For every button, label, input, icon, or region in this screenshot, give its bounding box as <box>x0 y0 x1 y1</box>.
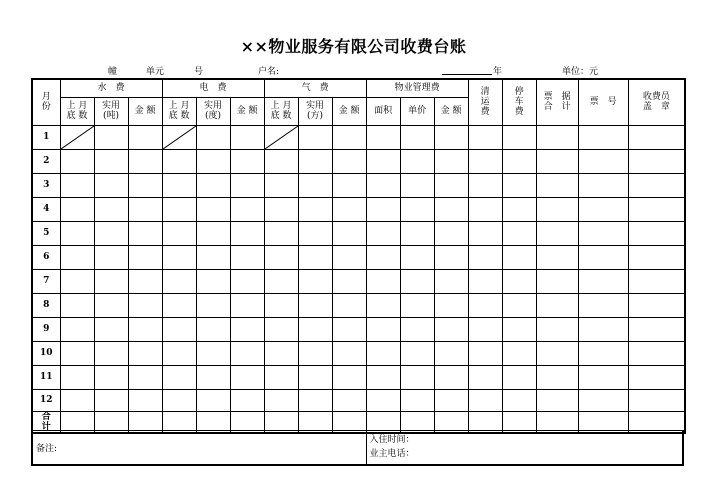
month-number: 10 <box>32 341 60 365</box>
month-number: 11 <box>32 365 60 389</box>
table-cell[interactable] <box>468 293 502 317</box>
table-cell[interactable] <box>128 389 162 411</box>
table-cell[interactable] <box>94 389 128 411</box>
table-cell[interactable] <box>434 125 468 149</box>
electric-amount-header: 金 额 <box>230 97 264 125</box>
table-cell[interactable] <box>468 173 502 197</box>
table-cell[interactable] <box>366 245 400 269</box>
receipt-number-header: 票 号 <box>578 79 628 125</box>
table-cell[interactable] <box>536 389 578 411</box>
table-cell[interactable] <box>434 173 468 197</box>
table-cell[interactable] <box>196 365 230 389</box>
table-cell[interactable] <box>332 365 366 389</box>
month-number: 7 <box>32 269 60 293</box>
table-cell[interactable] <box>196 197 230 221</box>
table-cell[interactable] <box>578 389 628 411</box>
table-cell[interactable] <box>628 221 685 245</box>
table-cell[interactable] <box>60 365 94 389</box>
month-number: 5 <box>32 221 60 245</box>
table-cell[interactable] <box>230 149 264 173</box>
table-cell[interactable] <box>264 317 298 341</box>
table-cell[interactable] <box>264 269 298 293</box>
table-cell[interactable] <box>434 365 468 389</box>
table-cell[interactable] <box>162 341 196 365</box>
table-cell[interactable] <box>502 221 536 245</box>
table-cell[interactable] <box>196 173 230 197</box>
table-cell[interactable] <box>434 317 468 341</box>
table-cell[interactable] <box>400 245 434 269</box>
table-cell[interactable] <box>298 221 332 245</box>
table-cell[interactable] <box>94 341 128 365</box>
table-cell[interactable] <box>196 293 230 317</box>
table-cell[interactable] <box>162 197 196 221</box>
table-cell[interactable] <box>468 245 502 269</box>
table-cell[interactable] <box>468 221 502 245</box>
table-cell[interactable] <box>60 245 94 269</box>
table-cell[interactable] <box>264 149 298 173</box>
table-cell[interactable] <box>60 221 94 245</box>
table-cell[interactable] <box>434 149 468 173</box>
table-row <box>32 197 685 221</box>
table-cell[interactable] <box>468 365 502 389</box>
table-cell[interactable] <box>162 317 196 341</box>
collector-stamp-header: 收费员 盖 章 <box>628 79 685 125</box>
month-number: 8 <box>32 293 60 317</box>
table-cell[interactable] <box>94 221 128 245</box>
month-header: 月 份 <box>32 79 60 125</box>
parking-fee-header: 停 车 费 <box>502 79 536 125</box>
table-cell[interactable] <box>628 245 685 269</box>
table-cell[interactable] <box>434 269 468 293</box>
table-cell[interactable] <box>366 269 400 293</box>
month-number: 4 <box>32 197 60 221</box>
year-label: 年 <box>493 67 503 77</box>
table-cell[interactable] <box>578 245 628 269</box>
table-cell[interactable] <box>468 197 502 221</box>
diagonal-slash-cell[interactable] <box>264 125 298 149</box>
total-row-label: 合 计 <box>32 411 60 433</box>
table-cell[interactable] <box>162 365 196 389</box>
table-cell[interactable] <box>628 197 685 221</box>
table-cell[interactable] <box>162 245 196 269</box>
table-row <box>32 293 685 317</box>
table-cell[interactable] <box>196 149 230 173</box>
table-cell[interactable] <box>230 245 264 269</box>
table-cell[interactable] <box>264 173 298 197</box>
table-cell[interactable] <box>366 317 400 341</box>
footer-table <box>31 430 684 466</box>
table-cell[interactable] <box>400 365 434 389</box>
table-cell[interactable] <box>332 221 366 245</box>
table-cell[interactable] <box>434 245 468 269</box>
table-cell[interactable] <box>332 389 366 411</box>
gas-used-header: 实用 (方) <box>298 97 332 125</box>
month-number: 6 <box>32 245 60 269</box>
table-cell[interactable] <box>162 269 196 293</box>
month-number: 9 <box>32 317 60 341</box>
table-cell[interactable] <box>578 269 628 293</box>
unit-label: 单元 <box>146 67 165 77</box>
table-cell[interactable] <box>400 197 434 221</box>
table-cell[interactable] <box>578 341 628 365</box>
table-cell[interactable] <box>94 317 128 341</box>
table-cell[interactable] <box>162 389 196 411</box>
table-cell[interactable] <box>434 197 468 221</box>
table-cell[interactable] <box>230 341 264 365</box>
table-cell[interactable] <box>196 341 230 365</box>
table-row <box>32 245 685 269</box>
table-cell[interactable] <box>332 269 366 293</box>
table-cell[interactable] <box>434 221 468 245</box>
table-cell[interactable] <box>128 125 162 149</box>
table-cell[interactable] <box>128 245 162 269</box>
table-cell[interactable] <box>230 197 264 221</box>
table-cell[interactable] <box>578 293 628 317</box>
electric-used-header: 实用 (度) <box>196 97 230 125</box>
table-cell[interactable] <box>196 269 230 293</box>
table-cell[interactable] <box>264 221 298 245</box>
remark-field[interactable]: 备注: <box>32 431 366 466</box>
table-cell[interactable] <box>468 125 502 149</box>
table-cell[interactable] <box>230 125 264 149</box>
gas-prev-reading-header: 上 月 底 数 <box>264 97 298 125</box>
table-cell[interactable] <box>578 197 628 221</box>
table-cell[interactable] <box>230 365 264 389</box>
table-cell[interactable] <box>502 341 536 365</box>
table-cell[interactable] <box>400 125 434 149</box>
water-prev-reading-header: 上 月 底 数 <box>60 97 94 125</box>
owner-name-label: 户名: <box>258 67 280 77</box>
table-cell[interactable] <box>332 149 366 173</box>
table-cell[interactable] <box>94 269 128 293</box>
table-cell[interactable] <box>628 269 685 293</box>
table-cell[interactable] <box>128 293 162 317</box>
table-cell[interactable] <box>332 125 366 149</box>
table-cell[interactable] <box>536 245 578 269</box>
table-cell[interactable] <box>264 341 298 365</box>
table-cell[interactable] <box>196 245 230 269</box>
table-cell[interactable] <box>366 365 400 389</box>
table-cell[interactable] <box>60 173 94 197</box>
page-title: ××物业服务有限公司收费台账 <box>240 37 467 56</box>
year-underline <box>442 74 492 75</box>
diagonal-slash-icon <box>163 126 196 149</box>
table-cell[interactable] <box>502 365 536 389</box>
table-cell[interactable] <box>298 173 332 197</box>
unit-price-header: 单价 <box>400 97 434 125</box>
table-cell[interactable] <box>502 389 536 411</box>
table-cell[interactable] <box>366 221 400 245</box>
table-cell[interactable] <box>578 365 628 389</box>
table-cell[interactable] <box>578 125 628 149</box>
table-cell[interactable] <box>264 245 298 269</box>
table-row <box>32 149 685 173</box>
table-cell[interactable] <box>128 221 162 245</box>
table-cell[interactable] <box>400 173 434 197</box>
table-cell[interactable] <box>536 173 578 197</box>
gas-amount-header: 金 额 <box>332 97 366 125</box>
move-in-phone-field[interactable] <box>366 431 683 466</box>
table-cell[interactable] <box>298 245 332 269</box>
table-cell[interactable] <box>162 293 196 317</box>
table-cell[interactable] <box>94 293 128 317</box>
table-cell[interactable] <box>332 341 366 365</box>
table-cell[interactable] <box>298 317 332 341</box>
table-cell[interactable] <box>536 197 578 221</box>
table-cell[interactable] <box>536 317 578 341</box>
move-in-time-label: 入住时间： <box>369 435 415 445</box>
table-cell[interactable] <box>162 149 196 173</box>
month-number: 1 <box>32 125 60 149</box>
currency-unit-label: 单位：元 <box>562 67 599 77</box>
table-row <box>32 317 685 341</box>
table-cell[interactable] <box>366 341 400 365</box>
owner-phone-label: 业主电话： <box>369 448 415 459</box>
water-amount-header: 金 额 <box>128 97 162 125</box>
table-cell[interactable] <box>468 269 502 293</box>
table-cell[interactable] <box>332 293 366 317</box>
month-number: 2 <box>32 149 60 173</box>
table-cell[interactable] <box>578 317 628 341</box>
table-cell[interactable] <box>502 293 536 317</box>
table-row <box>32 365 685 389</box>
table-cell[interactable] <box>60 197 94 221</box>
table-cell[interactable] <box>366 125 400 149</box>
table-cell[interactable] <box>434 389 468 411</box>
table-cell[interactable] <box>60 293 94 317</box>
table-cell[interactable] <box>578 173 628 197</box>
table-cell[interactable] <box>536 269 578 293</box>
property-amount-header: 金 额 <box>434 97 468 125</box>
table-cell[interactable] <box>162 173 196 197</box>
gas-fee-header: 气 费 <box>264 79 366 97</box>
table-cell[interactable] <box>128 365 162 389</box>
table-cell[interactable] <box>298 293 332 317</box>
table-cell[interactable] <box>628 365 685 389</box>
table-cell[interactable] <box>628 341 685 365</box>
table-cell[interactable] <box>162 221 196 245</box>
table-cell[interactable] <box>536 341 578 365</box>
table-cell[interactable] <box>468 389 502 411</box>
table-cell[interactable] <box>196 221 230 245</box>
table-cell[interactable] <box>60 269 94 293</box>
table-cell[interactable] <box>332 197 366 221</box>
table-cell[interactable] <box>400 293 434 317</box>
table-cell[interactable] <box>264 293 298 317</box>
table-cell[interactable] <box>128 197 162 221</box>
table-cell[interactable] <box>60 149 94 173</box>
table-cell[interactable] <box>578 221 628 245</box>
table-cell[interactable] <box>230 317 264 341</box>
table-cell[interactable] <box>400 341 434 365</box>
table-cell[interactable] <box>94 125 128 149</box>
table-cell[interactable] <box>468 149 502 173</box>
table-cell[interactable] <box>628 149 685 173</box>
table-cell[interactable] <box>628 389 685 411</box>
table-cell[interactable] <box>264 197 298 221</box>
table-cell[interactable] <box>434 341 468 365</box>
table-cell[interactable] <box>468 341 502 365</box>
table-cell[interactable] <box>366 173 400 197</box>
diagonal-slash-cell[interactable] <box>162 125 196 149</box>
electric-prev-reading-header: 上 月 底 数 <box>162 97 196 125</box>
table-cell[interactable] <box>468 317 502 341</box>
diagonal-slash-cell[interactable] <box>60 125 94 149</box>
table-cell[interactable] <box>264 389 298 411</box>
diagonal-slash-icon <box>265 126 298 149</box>
table-cell[interactable] <box>502 125 536 149</box>
table-cell[interactable] <box>128 317 162 341</box>
table-cell[interactable] <box>502 197 536 221</box>
electric-fee-header: 电 费 <box>162 79 264 97</box>
table-cell[interactable] <box>434 293 468 317</box>
table-cell[interactable] <box>628 293 685 317</box>
table-cell[interactable] <box>230 173 264 197</box>
table-row <box>32 221 685 245</box>
table-cell[interactable] <box>400 221 434 245</box>
table-cell[interactable] <box>230 269 264 293</box>
water-fee-header: 水 费 <box>60 79 162 97</box>
table-cell[interactable] <box>400 269 434 293</box>
table-cell[interactable] <box>94 173 128 197</box>
property-fee-header: 物业管理费 <box>366 79 468 97</box>
table-cell[interactable] <box>502 317 536 341</box>
table-cell[interactable] <box>298 269 332 293</box>
table-cell[interactable] <box>298 365 332 389</box>
table-cell[interactable] <box>332 317 366 341</box>
table-row <box>32 173 685 197</box>
table-cell[interactable] <box>366 149 400 173</box>
receipt-total-header: 票 据 合 计 <box>536 79 578 125</box>
cleaning-fee-header: 清 运 费 <box>468 79 502 125</box>
table-cell[interactable] <box>628 125 685 149</box>
table-row <box>32 389 685 411</box>
table-cell[interactable] <box>400 317 434 341</box>
table-row <box>32 125 685 149</box>
table-cell[interactable] <box>94 365 128 389</box>
table-cell[interactable] <box>400 389 434 411</box>
table-cell[interactable] <box>230 389 264 411</box>
table-cell[interactable] <box>366 197 400 221</box>
table-cell[interactable] <box>60 389 94 411</box>
table-cell[interactable] <box>298 149 332 173</box>
table-cell[interactable] <box>502 245 536 269</box>
table-cell[interactable] <box>298 125 332 149</box>
table-cell[interactable] <box>128 149 162 173</box>
table-cell[interactable] <box>94 197 128 221</box>
table-cell[interactable] <box>264 365 298 389</box>
table-cell[interactable] <box>298 341 332 365</box>
table-cell[interactable] <box>128 269 162 293</box>
table-cell[interactable] <box>536 125 578 149</box>
water-used-header: 实用 (吨) <box>94 97 128 125</box>
area-header: 面积 <box>366 97 400 125</box>
table-cell[interactable] <box>196 389 230 411</box>
month-number: 12 <box>32 389 60 411</box>
month-number: 3 <box>32 173 60 197</box>
table-cell[interactable] <box>298 389 332 411</box>
table-cell[interactable] <box>366 293 400 317</box>
table-row <box>32 341 685 365</box>
table-cell[interactable] <box>332 245 366 269</box>
table-cell[interactable] <box>536 293 578 317</box>
room-number-label: 号 <box>194 67 204 77</box>
table-cell[interactable] <box>60 341 94 365</box>
table-cell[interactable] <box>332 173 366 197</box>
table-cell[interactable] <box>628 317 685 341</box>
table-cell[interactable] <box>196 317 230 341</box>
table-cell[interactable] <box>502 149 536 173</box>
table-cell[interactable] <box>536 149 578 173</box>
table-cell[interactable] <box>536 221 578 245</box>
table-cell[interactable] <box>502 269 536 293</box>
table-cell[interactable] <box>230 293 264 317</box>
table-cell[interactable] <box>578 149 628 173</box>
table-cell[interactable] <box>230 221 264 245</box>
table-cell[interactable] <box>366 389 400 411</box>
table-cell[interactable] <box>502 173 536 197</box>
table-row <box>32 269 685 293</box>
table-cell[interactable] <box>400 149 434 173</box>
table-cell[interactable] <box>128 341 162 365</box>
table-cell[interactable] <box>60 317 94 341</box>
building-label: 幢 <box>108 67 118 77</box>
table-cell[interactable] <box>298 197 332 221</box>
diagonal-slash-icon <box>61 126 94 149</box>
table-cell[interactable] <box>94 149 128 173</box>
table-cell[interactable] <box>536 365 578 389</box>
table-cell[interactable] <box>128 173 162 197</box>
table-cell[interactable] <box>196 125 230 149</box>
fee-ledger-table <box>31 78 686 434</box>
table-cell[interactable] <box>628 173 685 197</box>
table-cell[interactable] <box>94 245 128 269</box>
